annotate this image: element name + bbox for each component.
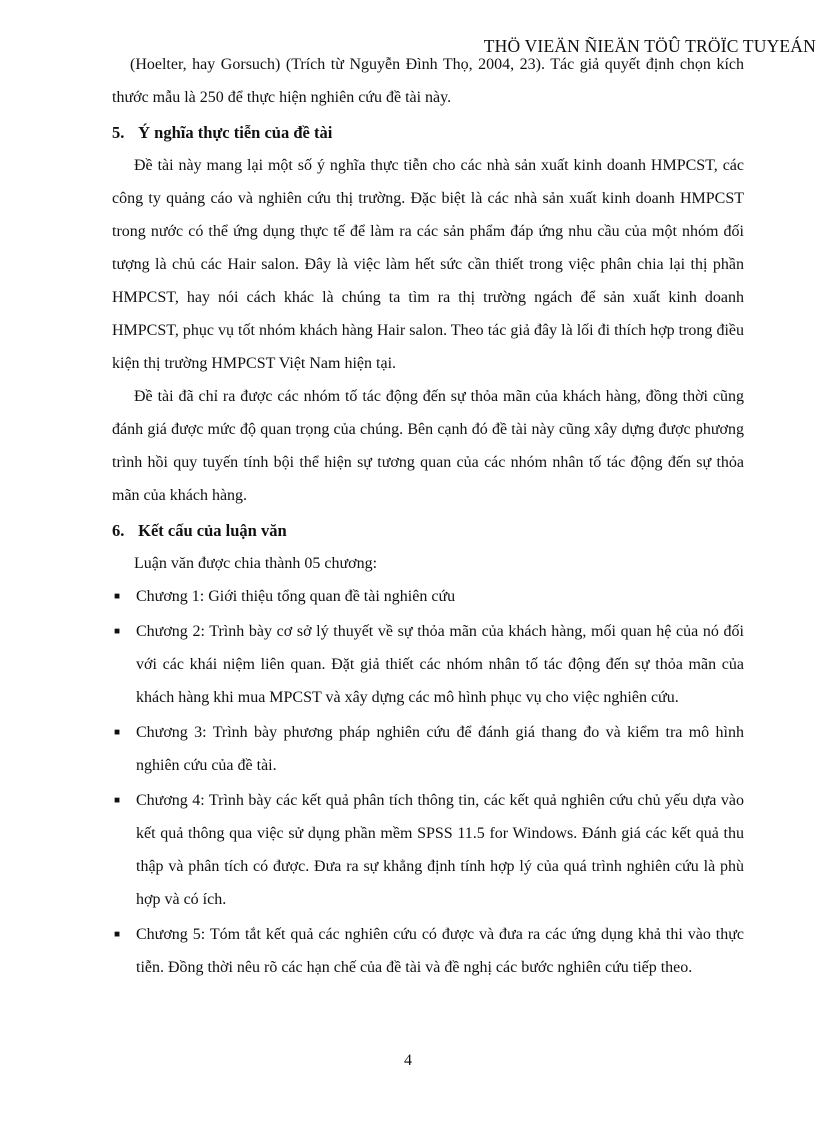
chapter-list-item	[112, 580, 744, 613]
chapter-text: Chương 5: Tóm tắt kết quả các nghiên cứu có được và đưa ra các ứng dụng khả thi vào thực tiễn. Đồng thời nêu rõ các hạn chế của đề tài và đề nghị các bước nghiên cứu tiếp theo.	[136, 926, 744, 976]
section-6-lead: Luận văn được chia thành 05 chương:	[134, 555, 378, 572]
chapter-list-item	[112, 716, 744, 782]
section-6-heading	[112, 514, 744, 547]
chapter-list-item	[112, 918, 744, 984]
square-bullet-icon: ■	[114, 591, 121, 602]
section-5-paragraph: Đề tài này mang lại một số ý nghĩa thực tiễn cho các nhà sản xuất kinh doanh HMPCST, các công ty quảng cáo và nghiên cứu thị trường. Đặc biệt là các nhà sản xuất kinh doanh HMPCST trong nước có thể ứng dụng thực tế để làm ra các sản phẩm đáp ứng nhu cầu của một nhóm đối tượng là chủ các Hair salon. Đây là việc làm hết sức cần thiết trong việc phân chia lại thị phần HMPCST, hay nói cách khác là chúng ta tìm ra thị trường ngách để sản xuất kinh doanh HMPCST, phục vụ tốt nhóm khách hàng Hair salon. Theo tác giả đây là lối đi thích hợp trong điều kiện thị trường HMPCST Việt Nam hiện tại.	[112, 157, 744, 372]
chapter-text: Chương 1: Giới thiệu tổng quan đề tài nghiên cứu	[136, 588, 456, 605]
document-body	[112, 48, 744, 986]
chapter-list-item	[112, 784, 744, 916]
page-number: 4	[404, 1052, 412, 1069]
section-5-number: 5.	[112, 123, 125, 142]
square-bullet-icon: ■	[114, 795, 121, 806]
chapter-text: Chương 4: Trình bày các kết quả phân tích thông tin, các kết quả nghiên cứu chủ yếu dựa vào kết quả thông qua việc sử dụng phần mềm SPSS 11.5 for Windows. Đánh giá các kết quả thu thập và phân tích có được. Đưa ra sự khẳng định tính hợp lý của quá trình nghiên cứu là phù hợp và có ích.	[136, 792, 744, 908]
square-bullet-icon: ■	[114, 727, 121, 738]
section-6-number: 6.	[112, 521, 125, 540]
chapter-text: Chương 2: Trình bày cơ sở lý thuyết về sự thỏa mãn của khách hàng, mối quan hệ của nó đối với các khái niệm liên quan. Đặt giả thiết các nhóm nhân tố tác động đến sự thỏa mãn của khách hàng khi mua MPCST và xây dựng các mô hình phục vụ cho việc nghiên cứu.	[136, 623, 744, 706]
section-6-title: Kết cấu của luận văn	[138, 521, 287, 540]
chapter-list-item	[112, 615, 744, 714]
square-bullet-icon: ■	[114, 929, 121, 940]
chapter-list	[112, 580, 744, 984]
chapter-text: Chương 3: Trình bày phương pháp nghiên cứu để đánh giá thang đo và kiểm tra mô hình nghiên cứu của đề tài.	[136, 724, 744, 774]
section-5-heading	[112, 116, 744, 149]
page-header: THÖ VIEÄN ÑIEÄN TÖÛ TRÖÏC TUYEÁN	[483, 36, 816, 56]
square-bullet-icon: ■	[114, 626, 121, 637]
section-5-title: Ý nghĩa thực tiễn của đề tài	[138, 123, 333, 142]
section-5-paragraph: Đề tài đã chỉ ra được các nhóm tố tác động đến sự thỏa mãn của khách hàng, đồng thời cũng đánh giá được mức độ quan trọng của chúng. Bên cạnh đó đề tài này cũng xây dựng được phương trình hồi quy tuyến tính bội thể hiện sự tương quan của các nhóm nhân tố tác động đến sự thỏa mãn của khách hàng.	[112, 388, 744, 504]
intro-paragraph: (Hoelter, hay Gorsuch) (Trích từ Nguyễn Đình Thọ, 2004, 23). Tác giả quyết định chọn kích thước mẫu là 250 để thực hiện nghiên cứu đề tài này.	[112, 56, 744, 106]
